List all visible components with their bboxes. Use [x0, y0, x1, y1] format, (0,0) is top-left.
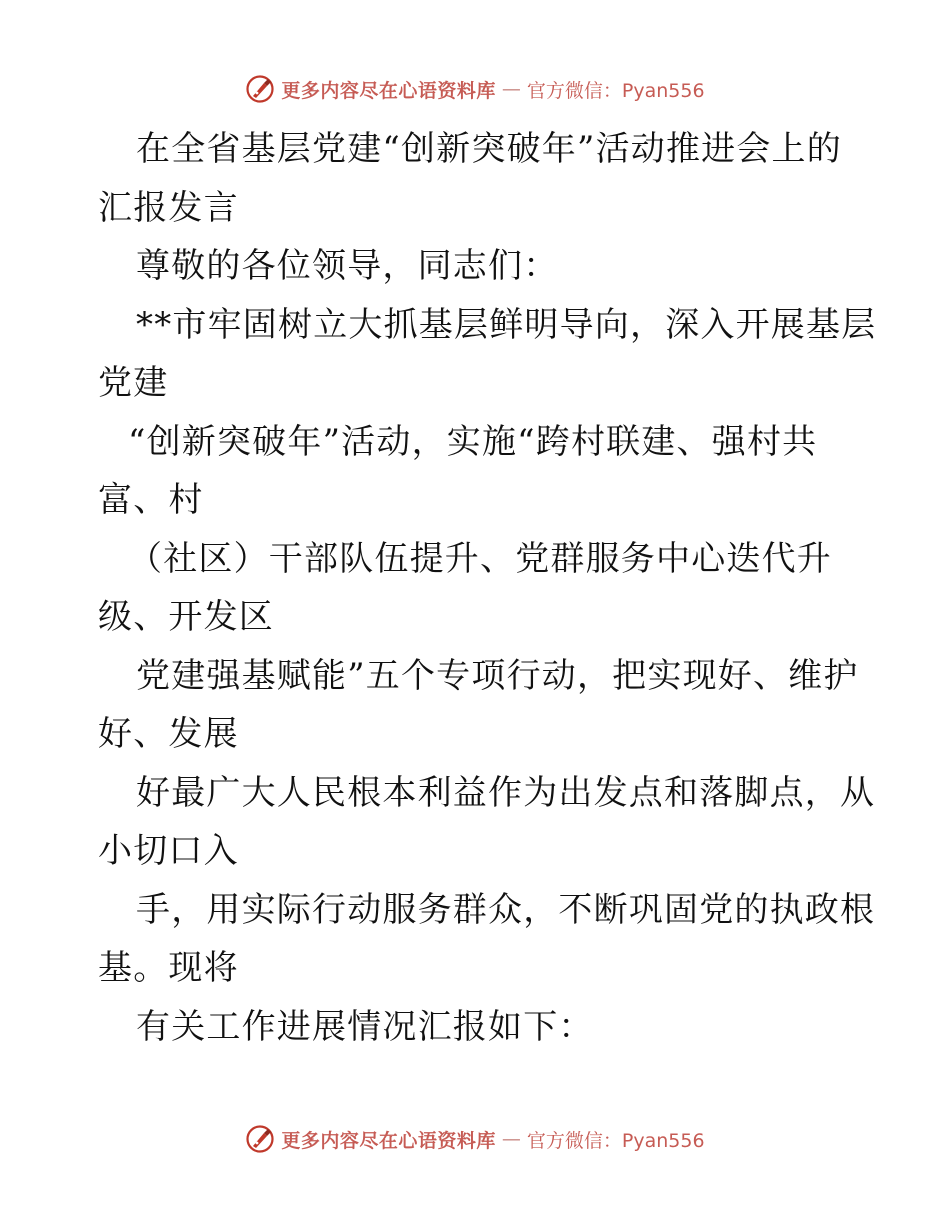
- fountain-pen-logo-icon: [245, 74, 275, 104]
- banner-wechat-id: 官方微信：Pyan556: [526, 1129, 705, 1152]
- document-body: [98, 120, 877, 1056]
- banner-separator: —: [501, 78, 521, 100]
- title-line-1: 在全省基层党建“创新突破年”活动推进会上的: [136, 129, 842, 169]
- closing-line: 有关工作进展情况汇报如下：: [136, 1006, 594, 1047]
- body-line: （社区）干部队伍提升、党群服务中心迭代升: [128, 538, 832, 579]
- body-line: “创新突破年”活动，实施“跨村联建、强村共: [128, 421, 818, 462]
- body-line: 党建: [98, 363, 169, 403]
- body-line: 级、开发区: [98, 597, 274, 637]
- body-line: 基。现将: [98, 948, 239, 988]
- body-line: 富、村: [98, 480, 204, 520]
- body-line: 好最广大人民根本利益作为出发点和落脚点，从: [136, 772, 876, 813]
- fountain-pen-logo-icon: [245, 1124, 275, 1154]
- footer-banner: [0, 1124, 950, 1154]
- header-banner: [0, 74, 950, 104]
- banner-wechat-id: 官方微信：Pyan556: [526, 79, 705, 102]
- body-line: 小切口入: [98, 831, 239, 871]
- banner-main-text: 更多内容尽在心语资料库: [281, 1129, 496, 1152]
- banner-separator: —: [501, 1128, 521, 1150]
- title-line-2: 汇报发言: [98, 187, 239, 228]
- banner-main-text: 更多内容尽在心语资料库: [281, 79, 496, 102]
- salutation-line: 尊敬的各位领导，同志们：: [136, 246, 559, 286]
- body-line: **市牢固树立大抓基层鲜明导向，深入开展基层: [136, 304, 877, 345]
- body-line: 手，用实际行动服务群众，不断巩固党的执政根: [136, 889, 876, 930]
- body-line: 党建强基赋能”五个专项行动，把实现好、维护: [136, 655, 859, 696]
- body-line: 好、发展: [98, 714, 239, 754]
